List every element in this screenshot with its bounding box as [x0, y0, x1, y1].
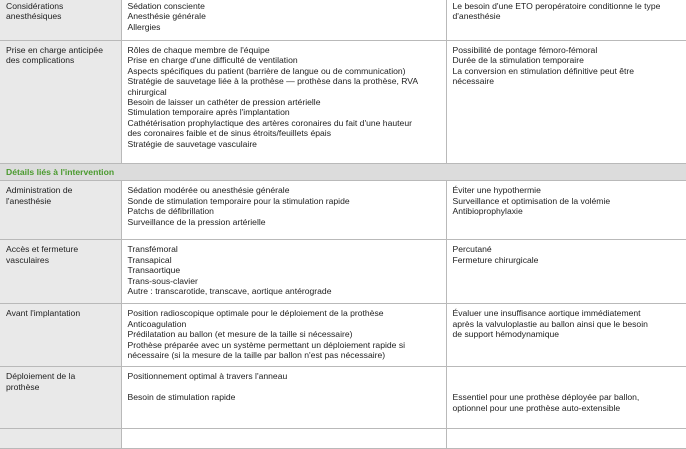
line-gap	[453, 371, 683, 381]
row-note-cell	[446, 304, 686, 367]
row-note-cell	[446, 0, 686, 41]
note-line: Éviter une hypothermie	[452, 185, 541, 196]
row-label-cell	[0, 304, 121, 367]
section-header: Détails liés à l'intervention	[0, 164, 686, 181]
row-label: Déploiement de la	[6, 371, 76, 382]
detail-line: Transaortique	[127, 265, 181, 276]
note-line: Le besoin d'une ETO peropératoire conditionne le type	[452, 1, 661, 11]
section-header-row	[0, 164, 686, 181]
detail-line: Surveillance de la pression artérielle	[127, 216, 266, 227]
row-detail-cell	[121, 367, 446, 429]
table-row	[0, 41, 686, 164]
detail-line: Autre : transcarotide, transcave, aortique antérograde	[127, 286, 332, 297]
row-label-cell	[0, 240, 121, 304]
row-detail-cell	[121, 181, 446, 240]
detail-line: chirurgical	[127, 86, 167, 97]
table-row	[0, 429, 686, 449]
table-row	[0, 240, 686, 304]
detail-line: Prise en charge d'une difficulté de ventilation	[127, 55, 298, 66]
detail-line: Allergies	[127, 21, 161, 32]
note-line: Percutané	[452, 244, 492, 255]
detail-line: Sonde de stimulation temporaire pour la stimulation rapide	[127, 195, 350, 206]
detail-line: Prédilatation au ballon (et mesure de la taille si nécessaire)	[127, 329, 353, 340]
row-label: prothèse	[6, 381, 40, 392]
note-line: d'anesthésie	[452, 11, 501, 22]
row-label-cell	[0, 41, 121, 164]
detail-line: Stratégie de sauvetage liée à la prothèse — prothèse dans la prothèse, RVA	[127, 76, 419, 87]
detail-line: Besoin de stimulation rapide	[127, 392, 236, 403]
row-label: Avant l'implantation	[6, 308, 81, 319]
row-detail-cell	[121, 0, 446, 41]
detail-line: nécessaire (si la mesure de la taille par ballon n'est pas nécessaire)	[127, 350, 386, 361]
detail-line: Transapical	[127, 254, 172, 265]
row-label: l'anesthésie	[6, 195, 52, 206]
detail-line: Stratégie de sauvetage vasculaire	[127, 138, 257, 149]
line-gap	[453, 382, 683, 392]
note-line: Évaluer une insuffisance aortique immédiatement	[452, 308, 641, 319]
detail-line: Besoin de laisser un cathéter de pression artérielle	[127, 97, 321, 108]
detail-line: Rôles de chaque membre de l'équipe	[127, 45, 270, 55]
row-note-cell	[446, 240, 686, 304]
row-label-cell	[0, 367, 121, 429]
note-line: Fermeture chirurgicale	[452, 254, 539, 265]
note-line: après la valvuloplastie au ballon ainsi que le besoin	[452, 318, 648, 329]
row-label-cell	[0, 0, 121, 41]
table-row	[0, 0, 686, 41]
row-detail-cell	[121, 429, 446, 449]
note-line: nécessaire	[452, 76, 495, 87]
row-label: vasculaires	[6, 254, 49, 265]
note-line: Antibioprophylaxie	[452, 206, 523, 217]
note-line: Durée de la stimulation temporaire	[452, 55, 584, 66]
note-line: Surveillance et optimisation de la volémie	[452, 195, 611, 206]
line-gap	[128, 382, 442, 392]
detail-line: Aspects spécifiques du patient (barrière de langue ou de communication)	[127, 65, 406, 76]
row-detail-cell	[121, 240, 446, 304]
detail-line: Anticoagulation	[127, 318, 187, 329]
row-label-cell	[0, 181, 121, 240]
detail-line: Anesthésie générale	[127, 11, 206, 22]
table-row	[0, 367, 686, 429]
detail-line: Sédation modérée ou anesthésie générale	[127, 185, 290, 196]
note-line: de support hémodynamique	[452, 329, 560, 340]
detail-line: Sédation consciente	[127, 1, 205, 11]
detail-line: Position radioscopique optimale pour le déploiement de la prothèse	[127, 308, 384, 319]
row-label: Administration de	[6, 185, 73, 196]
row-detail-cell	[121, 41, 446, 164]
row-label: anesthésiques	[6, 11, 62, 22]
detail-line: Positionnement optimal à travers l'anneau	[127, 371, 288, 382]
row-note-cell	[446, 429, 686, 449]
note-line: Possibilité de pontage fémoro-fémoral	[452, 45, 598, 55]
row-label: Prise en charge anticipée	[6, 45, 103, 55]
detail-line: Trans-sous-clavier	[127, 275, 198, 286]
note-line: Essentiel pour une prothèse déployée par ballon,	[452, 392, 640, 403]
note-line: La conversion en stimulation définitive peut être	[452, 65, 635, 76]
row-label: des complications	[6, 55, 75, 66]
detail-line: Patchs de défibrillation	[127, 206, 214, 217]
detail-line: Stimulation temporaire après l'implantation	[127, 107, 290, 118]
row-note-cell	[446, 367, 686, 429]
row-note-cell	[446, 41, 686, 164]
detail-line: Cathétérisation prophylactique des artères coronaires du fait d'une hauteur	[127, 117, 412, 128]
table-row	[0, 181, 686, 240]
table-row	[0, 304, 686, 367]
detail-line: des coronaires faible et de sinus étroits/feuillets épais	[127, 128, 331, 139]
detail-line: Prothèse préparée avec un système permettant un déploiement rapide si	[127, 339, 406, 350]
note-line: optionnel pour une prothèse auto-extensible	[452, 402, 621, 413]
row-label: Accès et fermeture	[6, 244, 79, 255]
row-label: Considérations	[6, 1, 64, 11]
row-note-cell	[446, 181, 686, 240]
row-label-cell	[0, 429, 121, 449]
row-detail-cell	[121, 304, 446, 367]
detail-line: Transfémoral	[127, 244, 178, 255]
